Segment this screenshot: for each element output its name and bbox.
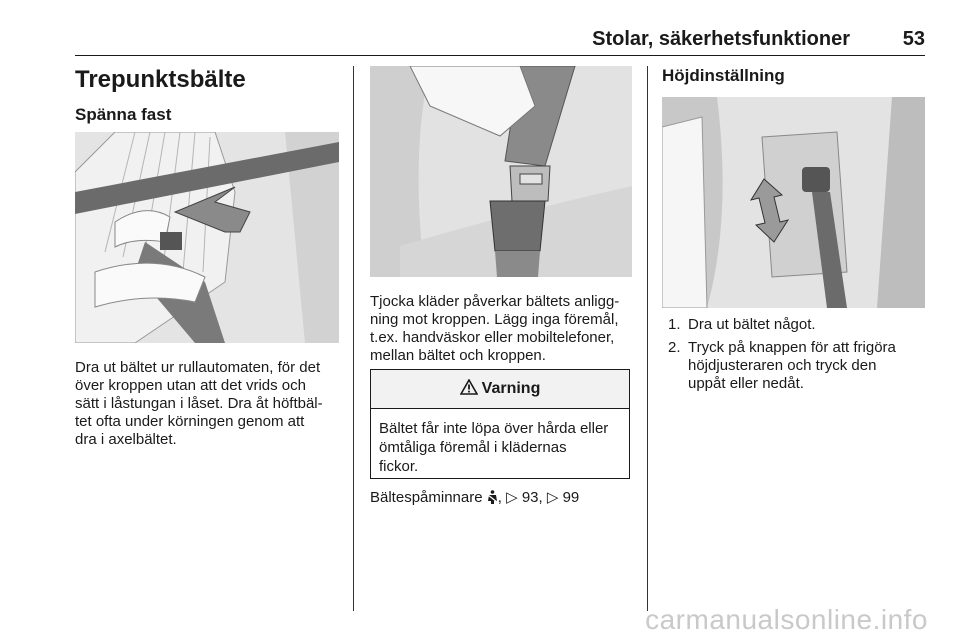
page-ref-link[interactable]: 99 — [562, 489, 580, 506]
text-line: ömtåliga föremål i klädernas — [379, 439, 567, 456]
text-line: t.ex. handväskor eller mobiltelefoner, — [370, 329, 615, 346]
text-line: Dra ut bältet något. — [688, 316, 816, 333]
illustration-buckling-belt — [75, 132, 339, 343]
page-number: 53 — [902, 28, 925, 50]
reminder-label: Bältespåminnare — [370, 489, 483, 506]
header-rule — [75, 55, 925, 56]
text-line: dra i axelbältet. — [75, 431, 177, 448]
text-line: Bältet får inte löpa över hårda eller — [379, 420, 609, 437]
text-line: Tryck på knappen för att frigöra — [688, 339, 896, 356]
middle-paragraph — [370, 293, 640, 365]
subsection-heading: Höjdinställning — [662, 66, 785, 85]
column-divider-2 — [647, 66, 648, 611]
text-line: uppåt eller nedåt. — [688, 375, 804, 392]
page-ref-arrow: ▷ — [506, 489, 518, 506]
text-line: höjdjusteraren och tryck den — [688, 357, 877, 374]
subsection-heading: Spänna fast — [75, 105, 172, 124]
step-item — [662, 316, 930, 334]
text-line: tet ofta under körningen genom att — [75, 413, 305, 430]
column-divider-1 — [353, 66, 354, 611]
warning-box — [370, 369, 630, 479]
seatbelt-person-icon — [487, 489, 498, 507]
left-paragraph — [75, 359, 345, 449]
text-line: Tjocka kläder påverkar bältets anligg- — [370, 293, 620, 310]
warning-triangle-icon — [460, 379, 478, 400]
section-heading: Trepunktsbälte — [75, 66, 246, 93]
text-line: över kroppen utan att det vrids och — [75, 377, 306, 394]
warning-body — [371, 409, 629, 486]
page-ref-link[interactable]: 93 — [521, 489, 539, 506]
text-line: fickor. — [379, 458, 419, 475]
warning-header — [371, 370, 629, 409]
watermark: carmanualsonline.info — [645, 604, 928, 635]
page-ref-arrow: ▷ — [546, 489, 559, 506]
text-line: mellan bältet och kroppen. — [370, 347, 546, 364]
seatbelt-reminder-line — [370, 489, 640, 507]
text-line: ning mot kroppen. Lägg inga föremål, — [370, 311, 619, 328]
separator: , — [497, 489, 502, 506]
step-number: 2. — [668, 339, 681, 356]
text-line: Dra ut bältet ur rullautomaten, för det — [75, 359, 321, 376]
step-number: 1. — [668, 316, 681, 333]
illustration-belt-latch — [370, 66, 632, 277]
step-item — [662, 339, 930, 393]
warning-title: Varning — [481, 380, 541, 397]
text-line: sätt i låstungan i låset. Dra åt höftbäl- — [75, 395, 323, 412]
separator: , — [538, 489, 543, 506]
page-header-title: Stolar, säkerhetsfunktioner — [592, 28, 850, 50]
adjustment-steps — [662, 316, 930, 398]
illustration-height-adjuster — [662, 97, 925, 308]
